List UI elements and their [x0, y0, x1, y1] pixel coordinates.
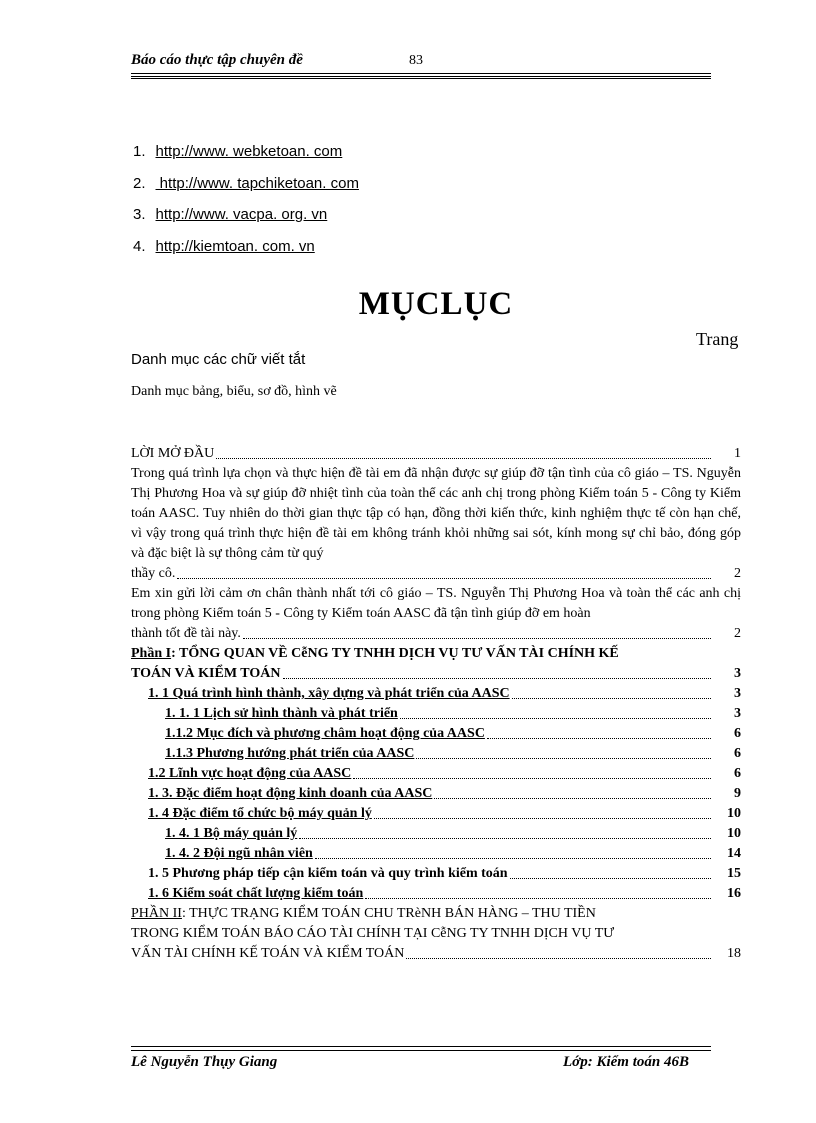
- toc-entry-page: 3: [734, 666, 741, 681]
- toc-entry[interactable]: [131, 684, 741, 704]
- part-title-line: TRONG KIỂM TOÁN BÁO CÁO TÀI CHÍNH TẠI CễNG TY TNHH DỊCH VỤ TƯ: [131, 926, 615, 941]
- toc-entry[interactable]: [131, 804, 741, 824]
- dot-leader: [299, 838, 711, 839]
- toc-entry-title: LỜI MỞ ĐẦU: [131, 446, 215, 461]
- toc-part-1-heading-end[interactable]: [131, 664, 741, 684]
- toc-entry[interactable]: [131, 784, 741, 804]
- toc-entry[interactable]: [131, 704, 741, 724]
- page-column-label: Trang: [696, 329, 739, 349]
- reference-link[interactable]: http://kiemtoan. com. vn: [155, 238, 315, 255]
- toc-entry[interactable]: [131, 844, 741, 864]
- footer-class: Lớp: Kiểm toán 46B: [563, 1054, 689, 1070]
- toc-part-2-heading[interactable]: [131, 904, 741, 924]
- toc-part-2-heading-end[interactable]: [131, 944, 741, 964]
- header-title: Báo cáo thực tập chuyên đề: [131, 52, 303, 68]
- reference-item: [133, 175, 359, 192]
- toc-title: MỤCLỤC: [358, 286, 514, 322]
- toc-entry-page: 6: [734, 746, 741, 761]
- reference-number: 4.: [133, 238, 146, 255]
- toc-entry[interactable]: [131, 864, 741, 884]
- toc-entry-title: 1. 4. 2 Đội ngũ nhân viên: [165, 846, 313, 861]
- toc-entry-page: 15: [727, 866, 741, 881]
- toc-entry[interactable]: [131, 884, 741, 904]
- reference-number: 3.: [133, 206, 146, 223]
- footer-author: Lê Nguyễn Thụy Giang: [131, 1054, 278, 1070]
- reference-number: 2.: [133, 175, 146, 192]
- dot-leader: [416, 758, 711, 759]
- table-of-contents: [131, 444, 741, 964]
- dot-leader: [365, 898, 711, 899]
- toc-entry-page: 10: [727, 806, 741, 821]
- part-title-line: VẤN TÀI CHÍNH KẾ TOÁN VÀ KIỂM TOÁN: [131, 946, 405, 961]
- dot-leader: [315, 858, 711, 859]
- dot-leader: [434, 798, 711, 799]
- part-title-line: : THỰC TRẠNG KIỂM TOÁN CHU TRèNH BÁN HÀNG – THU TIỀN: [181, 906, 596, 921]
- toc-entry-page: 9: [734, 786, 741, 801]
- abbreviation-list-label: Danh mục các chữ viết tắt: [131, 351, 306, 368]
- toc-entry-paragraph-2-end: [131, 624, 741, 644]
- dot-leader: [487, 738, 711, 739]
- dot-leader: [510, 878, 711, 879]
- toc-entry-page: 6: [734, 766, 741, 781]
- toc-entry-page: 18: [727, 946, 741, 961]
- reference-item: [133, 143, 342, 160]
- toc-entry[interactable]: [131, 824, 741, 844]
- toc-entry-title: 1. 6 Kiểm soát chất lượng kiểm toán: [148, 886, 364, 901]
- acknowledgement-paragraph-1: Trong quá trình lựa chọn và thực hiện đề tài em đã nhận được sự giúp đỡ tận tình của cô giáo – TS. Nguyễn Thị Phương Hoa và sự giúp đỡ nhiệt tình của toàn thể các anh chị trong phòng Kiểm toán 5 - Công ty Kiểm toán AASC. Tuy nhiên do thời gian thực tập có hạn, đồng thời kiến thức, kinh nghiệm thực tế còn hạn chế, vì vậy trong quá trình thực hiện đề tài em không tránh khỏi những sai sót, kính mong sự chỉ bảo, đóng góp và đặc biệt là sự thông cảm từ quý: [131, 466, 741, 561]
- reference-link[interactable]: http://www. tapchiketoan. com: [155, 175, 359, 192]
- part-label: Phần I: [131, 646, 172, 661]
- toc-entry-page: 2: [734, 566, 741, 581]
- header-rule-thin: [131, 78, 711, 79]
- toc-entry[interactable]: [131, 724, 741, 744]
- dot-leader: [406, 958, 711, 959]
- toc-entry-intro[interactable]: [131, 444, 741, 464]
- reference-link[interactable]: http://www. webketoan. com: [155, 143, 343, 160]
- toc-entry-title: 1.2 Lĩnh vực hoạt động của AASC: [148, 766, 352, 781]
- toc-entry-page: 3: [734, 706, 741, 721]
- toc-entry-title: 1. 1. 1 Lịch sử hình thành và phát triển: [165, 706, 398, 721]
- toc-entry-title: 1. 5 Phương pháp tiếp cận kiểm toán và quy trình kiểm toán: [148, 866, 508, 881]
- toc-entry-paragraph-1-end: [131, 564, 741, 584]
- toc-entry-page: 1: [734, 446, 741, 461]
- dot-leader: [177, 578, 711, 579]
- dot-leader: [353, 778, 711, 779]
- toc-entry-page: 6: [734, 726, 741, 741]
- part-title-line: TOÁN VÀ KIỂM TOÁN: [131, 666, 281, 681]
- dot-leader: [374, 818, 711, 819]
- toc-entry-title: 1. 4. 1 Bộ máy quản lý: [165, 826, 298, 841]
- part-title-line: : TỔNG QUAN VỀ CễNG TY TNHH DỊCH VỤ TƯ VẤN TÀI CHÍNH KẾ: [171, 646, 619, 661]
- header-page-number: 83: [409, 53, 423, 68]
- table-list-label: Danh mục bảng, biểu, sơ đồ, hình vẽ: [131, 384, 337, 399]
- acknowledgement-paragraph-2: Em xin gửi lời cảm ơn chân thành nhất tới cô giáo – TS. Nguyễn Thị Phương Hoa và toàn thể các anh chị trong phòng Kiểm toán 5 - Công ty Kiểm toán AASC đã tận tình giúp đỡ em hoàn: [131, 586, 741, 621]
- paragraph-end-text: thành tốt đề tài này.: [131, 626, 241, 641]
- toc-entry-page: 3: [734, 686, 741, 701]
- reference-number: 1.: [133, 143, 146, 160]
- footer-rule-thin: [131, 1050, 711, 1051]
- dot-leader: [243, 638, 711, 639]
- dot-leader: [216, 458, 711, 459]
- toc-entry-page: 10: [727, 826, 741, 841]
- reference-item: [133, 206, 327, 223]
- toc-entry-page: 16: [727, 886, 741, 901]
- header-rule: [131, 73, 711, 77]
- dot-leader: [283, 678, 712, 679]
- toc-entry-title: 1.1.2 Mục đích và phương châm hoạt động của AASC: [165, 726, 485, 741]
- toc-entry-title: 1. 3. Đặc điểm hoạt động kinh doanh của AASC: [148, 786, 433, 801]
- part-label: PHẦN II: [131, 906, 182, 921]
- toc-entry-page: 2: [734, 626, 741, 641]
- toc-part-1-heading[interactable]: [131, 644, 741, 664]
- toc-entry-page: 14: [727, 846, 741, 861]
- footer-rule: [131, 1046, 711, 1047]
- toc-entry-title: 1.1.3 Phương hướng phát triển của AASC: [165, 746, 415, 761]
- toc-entry-title: 1. 1 Quá trình hình thành, xây dựng và phát triển của AASC: [148, 686, 510, 701]
- toc-entry-title: 1. 4 Đặc điểm tổ chức bộ máy quản lý: [148, 806, 372, 821]
- toc-entry[interactable]: [131, 764, 741, 784]
- dot-leader: [512, 698, 711, 699]
- paragraph-end-text: thầy cô.: [131, 566, 176, 581]
- toc-entry[interactable]: [131, 744, 741, 764]
- reference-item: [133, 238, 315, 255]
- reference-link[interactable]: http://www. vacpa. org. vn: [155, 206, 328, 223]
- dot-leader: [400, 718, 711, 719]
